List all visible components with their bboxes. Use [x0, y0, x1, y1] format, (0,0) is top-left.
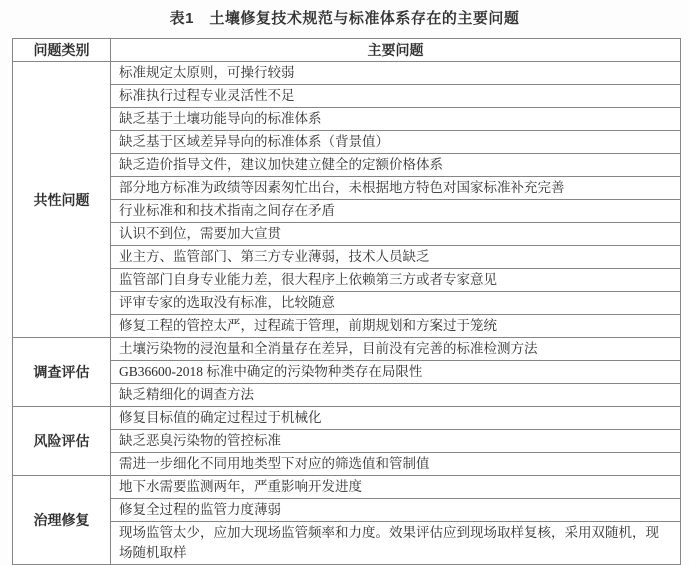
table-row	[13, 430, 681, 453]
table-row	[13, 384, 681, 407]
category-cell: 风险评估	[13, 407, 111, 476]
page-title: 表1 土壤修复技术规范与标准体系存在的主要问题	[169, 10, 520, 27]
table-row	[13, 361, 681, 384]
table-row	[13, 407, 681, 430]
table-row	[13, 131, 681, 154]
table-body	[13, 62, 681, 565]
issue-cell: 部分地方标准为政绩等因素匆忙出台，未根据地方特色对国家标准补充完善	[111, 177, 681, 200]
issue-cell: 认识不到位，需要加大宣贯	[111, 223, 681, 246]
table-row	[13, 476, 681, 499]
table-row	[13, 223, 681, 246]
category-cell: 治理修复	[13, 476, 111, 565]
table-row	[13, 315, 681, 338]
table-row	[13, 499, 681, 522]
header-problem-category: 问题类别	[13, 39, 111, 62]
issue-cell: 标准执行过程专业灵活性不足	[111, 85, 681, 108]
issue-cell: 监管部门自身专业能力差，很大程序上依赖第三方或者专家意见	[111, 269, 681, 292]
issue-cell: 缺乏基于区域差异导向的标准体系（背景值）	[111, 131, 681, 154]
issue-cell: GB36600-2018 标准中确定的污染物种类存在局限性	[111, 361, 681, 384]
issue-cell: 缺乏精细化的调查方法	[111, 384, 681, 407]
table-row	[13, 453, 681, 476]
header-row	[13, 39, 681, 62]
issue-cell: 标准规定太原则，可操行较弱	[111, 62, 681, 85]
table-row	[13, 522, 681, 565]
issue-cell: 土壤污染物的浸泡量和全消量存在差异，目前没有完善的标准检测方法	[111, 338, 681, 361]
table-row	[13, 154, 681, 177]
table-header	[13, 39, 681, 62]
category-cell: 调查评估	[13, 338, 111, 407]
category-cell: 共性问题	[13, 62, 111, 338]
issue-cell: 修复工程的管控太严，过程疏于管理，前期规划和方案过于笼统	[111, 315, 681, 338]
issue-cell: 需进一步细化不同用地类型下对应的筛选值和管制值	[111, 453, 681, 476]
table-row	[13, 338, 681, 361]
table-row	[13, 292, 681, 315]
table-row	[13, 246, 681, 269]
issue-cell: 缺乏基于土壤功能导向的标准体系	[111, 108, 681, 131]
table-row	[13, 177, 681, 200]
table-row	[13, 62, 681, 85]
issue-cell: 缺乏恶臭污染物的管控标准	[111, 430, 681, 453]
table-row	[13, 200, 681, 223]
issue-cell: 现场监管太少，应加大现场监管频率和力度。效果评估应到现场取样复核，采用双随机，现场随机取样	[111, 522, 681, 565]
issues-table	[12, 38, 681, 565]
issue-cell: 修复全过程的监管力度薄弱	[111, 499, 681, 522]
table-row	[13, 85, 681, 108]
table-row	[13, 269, 681, 292]
issue-cell: 地下水需要监测两年，严重影响开发进度	[111, 476, 681, 499]
header-main-issues: 主要问题	[111, 39, 681, 62]
issue-cell: 行业标准和和技术指南之间存在矛盾	[111, 200, 681, 223]
issue-cell: 缺乏造价指导文件，建议加快建立健全的定额价格体系	[111, 154, 681, 177]
issue-cell: 业主方、监管部门、第三方专业薄弱，技术人员缺乏	[111, 246, 681, 269]
table-row	[13, 108, 681, 131]
issue-cell: 评审专家的选取没有标准，比较随意	[111, 292, 681, 315]
issue-cell: 修复目标值的确定过程过于机械化	[111, 407, 681, 430]
